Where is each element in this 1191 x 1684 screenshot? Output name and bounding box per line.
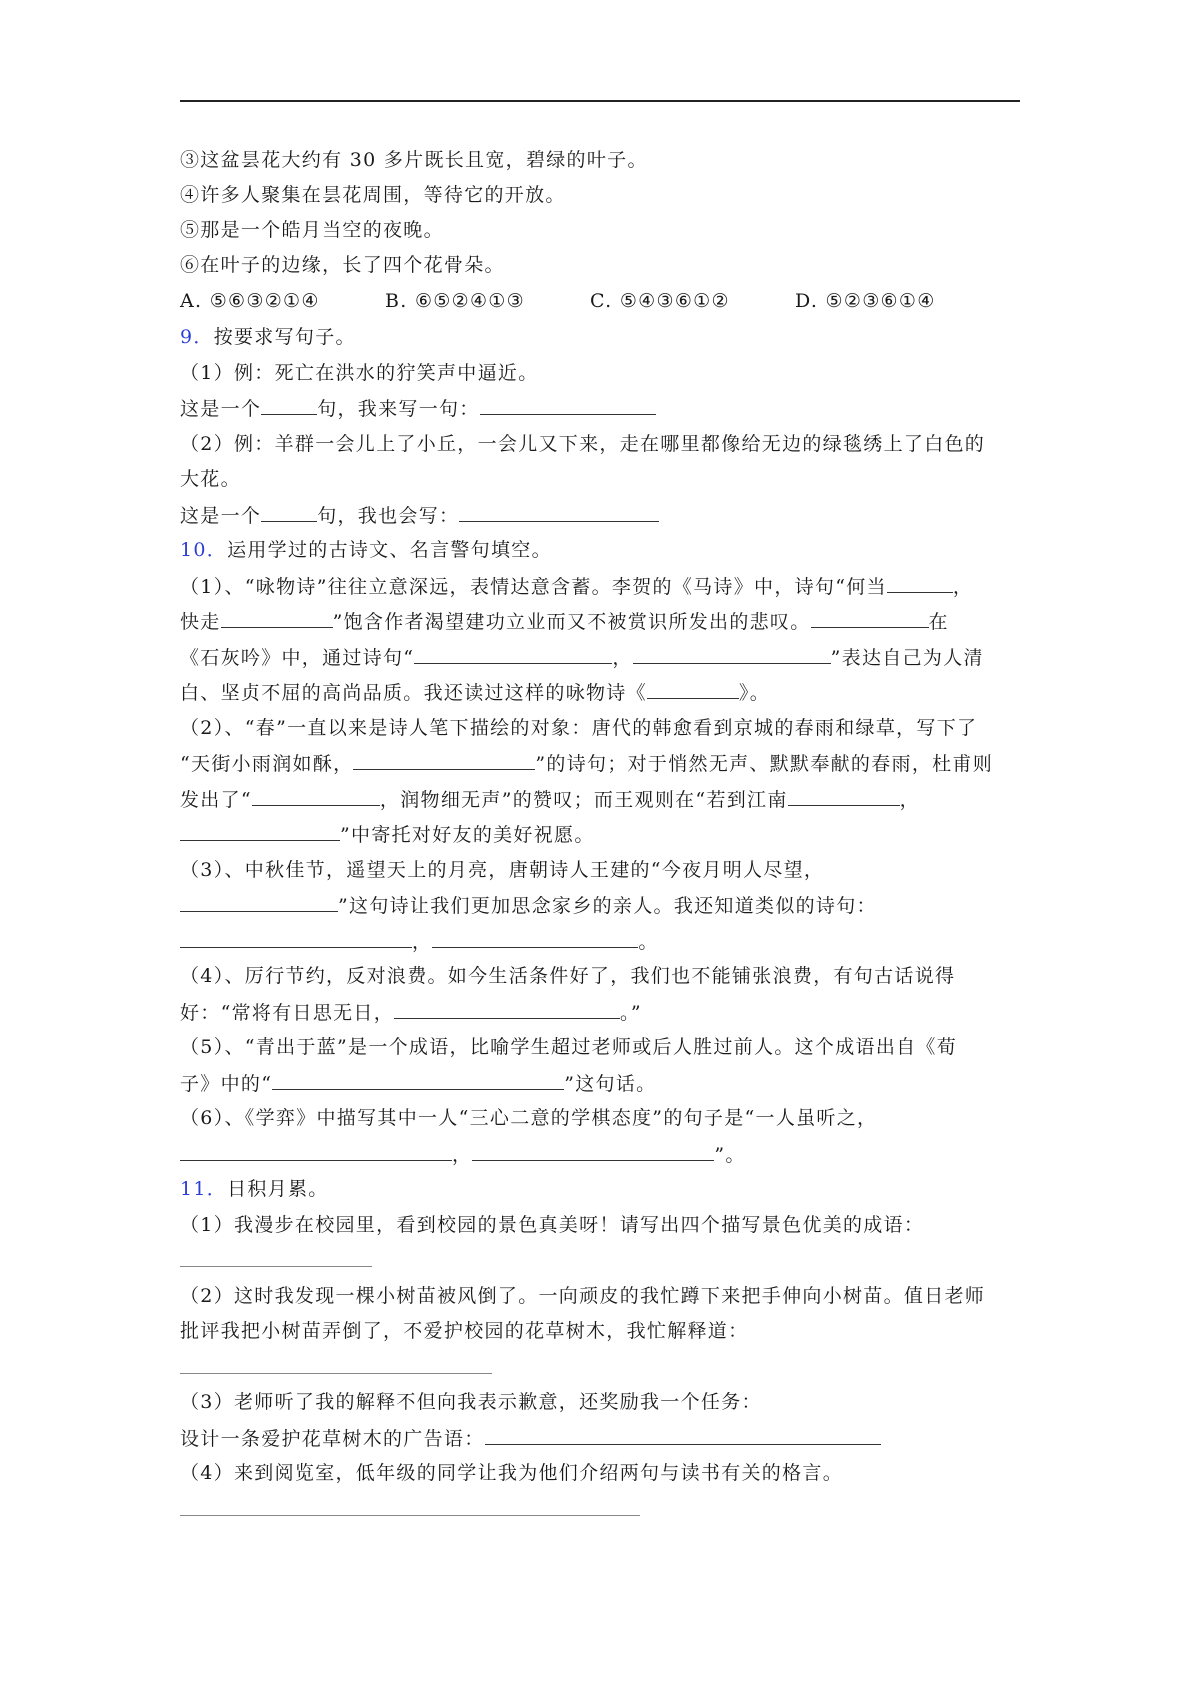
q10-line1 [180, 574, 973, 599]
q11-part3-prefix: 设计一条爱护花草树木的广告语： [180, 1428, 485, 1450]
q10-blank-8[interactable] [252, 787, 380, 806]
q11-part2-line2: 批评我把小树苗弄倒了，不爱护校园的花草树木，我忙解释道： [180, 1320, 749, 1342]
q11-blank-1[interactable] [180, 1248, 372, 1267]
q10-text: 好：“常将有日思无日， [180, 1002, 395, 1024]
q11-part2-line1: （2）这时我发现一棵小树苗被风倒了。一向顽皮的我忙蹲下来把手伸向小树苗。值日老师 [180, 1285, 986, 1307]
q11-blank-4[interactable] [180, 1497, 640, 1516]
q10-blank-11[interactable] [180, 893, 338, 912]
q10-text: ”这句话。 [564, 1073, 657, 1095]
q9-part1-prefix: 这是一个 [180, 398, 262, 420]
q10-blank-13[interactable] [432, 929, 638, 948]
q10-line14: （5）、“青出于蓝”是一个成语，比喻学生超过老师或后人胜过前人。这个成语出自《荀 [180, 1036, 958, 1058]
q10-line4 [180, 680, 770, 705]
q10-blank-1[interactable] [887, 574, 953, 593]
q10-text: ”饱含作者渴望建功立业而又不被赏识所发出的悲叹。 [332, 611, 811, 633]
q10-text: ”的诗句；对于悄然无声、默默奉献的春雨，杜甫则 [535, 753, 994, 775]
q10-blank-10[interactable] [180, 822, 340, 841]
q9-part2-line1: （2）例：羊群一会儿上了小丘，一会儿又下来，走在哪里都像给无边的绿毯绣上了白色的 [180, 433, 986, 455]
q10-line8 [180, 822, 595, 847]
q9-part1-answer [180, 396, 656, 421]
q10-line5: （2）、“春”一直以来是诗人笔下描绘的对象：唐代的韩愈看到京城的春雨和绿草，写下了 [180, 717, 978, 739]
q10-blank-15[interactable] [272, 1071, 564, 1090]
q10-line11 [180, 929, 659, 954]
q10-line13 [180, 1000, 642, 1025]
q8-option-a[interactable]: A. ⑤⑥③②①④ [180, 290, 320, 312]
q8-option-d[interactable]: D. ⑤②③⑥①④ [795, 290, 936, 312]
q10-line3 [180, 645, 984, 670]
q10-text: 。 [638, 931, 659, 953]
q10-text: ”这句诗让我们更加思念家乡的亲人。我还知道类似的诗句： [338, 895, 877, 917]
q10-line17 [180, 1142, 746, 1167]
q9-part2-mid: 句，我也会写： [317, 505, 460, 527]
q11-part2-answer [180, 1355, 492, 1380]
q11-part4: （4）来到阅览室，低年级的同学让我为他们介绍两句与读书有关的格言。 [180, 1462, 843, 1484]
q10-text: 在 [928, 611, 949, 633]
q11-blank-3[interactable] [485, 1426, 881, 1445]
q8-item-5: ⑤那是一个皓月当空的夜晚。 [180, 219, 444, 241]
q10-blank-2[interactable] [221, 609, 333, 628]
q10-text: ”中寄托对好友的美好祝愿。 [340, 824, 595, 846]
q10-text: 快走 [180, 611, 221, 633]
q9-blank-3[interactable] [261, 503, 317, 522]
q10-text: ，润物细无声”的赞叹；而王观则在“若到江南 [379, 789, 788, 811]
q11-part1: （1）我漫步在校园里，看到校园的景色真美呀！请写出四个描写景色优美的成语： [180, 1214, 925, 1236]
q10-text: ”表达自己为人清 [830, 647, 984, 669]
q9-part2-line2: 大花。 [180, 468, 241, 490]
q11-part4-answer [180, 1497, 640, 1522]
q10-line16: （6）、《学弈》中描写其中一人“三心二意的学棋态度”的句子是“一人虽听之， [180, 1107, 878, 1129]
q11-blank-2[interactable] [180, 1355, 492, 1374]
q10-blank-4[interactable] [414, 645, 612, 664]
q10-text: 发出了“ [180, 789, 252, 811]
q9-number: 9． [180, 326, 214, 348]
q10-text: 白、坚贞不屈的高尚品质。我还读过这样的咏物诗《 [180, 682, 647, 704]
q10-heading [180, 538, 552, 562]
q8-options [180, 289, 936, 313]
q10-line9: （3）、中秋佳节，遥望天上的月亮，唐朝诗人王建的“今夜月明人尽望， [180, 859, 825, 881]
q10-line15 [180, 1071, 656, 1096]
q10-text: ， [412, 931, 433, 953]
q10-text: 》。 [738, 682, 771, 704]
q10-blank-16[interactable] [180, 1142, 452, 1161]
q11-title: 日积月累。 [227, 1178, 329, 1200]
q9-title: 按要求写句子。 [213, 326, 356, 348]
header-rule [180, 100, 1020, 102]
q9-blank-4[interactable] [459, 503, 659, 522]
q9-part1: （1）例：死亡在洪水的狞笑声中逼近。 [180, 362, 539, 384]
q10-text: ， [952, 576, 974, 598]
q9-blank-1[interactable] [261, 396, 317, 415]
q10-blank-7[interactable] [353, 751, 535, 770]
q10-line12: （4）、厉行节约，反对浪费。如今生活条件好了，我们也不能铺张浪费，有句古话说得 [180, 965, 956, 987]
q11-number: 11． [180, 1178, 228, 1200]
q9-part2-prefix: 这是一个 [180, 505, 262, 527]
q10-text: ”。 [714, 1144, 746, 1166]
q10-text: 子》中的“ [180, 1073, 273, 1095]
q8-option-c[interactable]: C. ⑤④③⑥①② [590, 290, 730, 312]
q9-part2-answer [180, 503, 659, 528]
q8-item-4: ④许多人聚集在昙花周围，等待它的开放。 [180, 184, 566, 206]
q8-item-6: ⑥在叶子的边缘，长了四个花骨朵。 [180, 254, 505, 276]
q9-part1-mid: 句，我来写一句： [317, 398, 480, 420]
q9-blank-2[interactable] [480, 396, 656, 415]
q10-blank-17[interactable] [472, 1142, 714, 1161]
q11-heading [180, 1177, 329, 1201]
q10-text: 。” [620, 1002, 642, 1024]
q10-text: （1）、“咏物诗”往往立意深远，表情达意含蓄。李贺的《马诗》中，诗句“何当 [180, 576, 887, 598]
q10-text: 《石灰吟》中，通过诗句“ [180, 647, 415, 669]
q10-text: ， [452, 1144, 473, 1166]
q11-part1-answer [180, 1248, 372, 1273]
q10-title: 运用学过的古诗文、名言警句填空。 [227, 539, 552, 561]
q10-text: “天街小雨润如酥， [180, 753, 354, 775]
q10-text: ， [899, 789, 920, 811]
q10-blank-6[interactable] [647, 680, 739, 699]
q10-line7 [180, 787, 920, 812]
q10-line6 [180, 751, 993, 776]
q10-blank-12[interactable] [180, 929, 412, 948]
q10-text: ， [612, 647, 633, 669]
q10-line10 [180, 893, 877, 918]
q8-option-b[interactable]: B. ⑥⑤②④①③ [385, 290, 525, 312]
q10-line2 [180, 609, 949, 634]
q10-blank-3[interactable] [811, 609, 929, 628]
q9-heading [180, 325, 356, 349]
q10-number: 10． [180, 539, 228, 561]
q10-blank-14[interactable] [394, 1000, 620, 1019]
q10-blank-9[interactable] [788, 787, 900, 806]
q11-part3: （3）老师听了我的解释不但向我表示歉意，还奖励我一个任务： [180, 1391, 762, 1413]
q8-item-3: ③这盆昙花大约有 30 多片既长且宽，碧绿的叶子。 [180, 149, 648, 171]
q10-blank-5[interactable] [633, 645, 831, 664]
q11-part3-answer [180, 1426, 881, 1451]
